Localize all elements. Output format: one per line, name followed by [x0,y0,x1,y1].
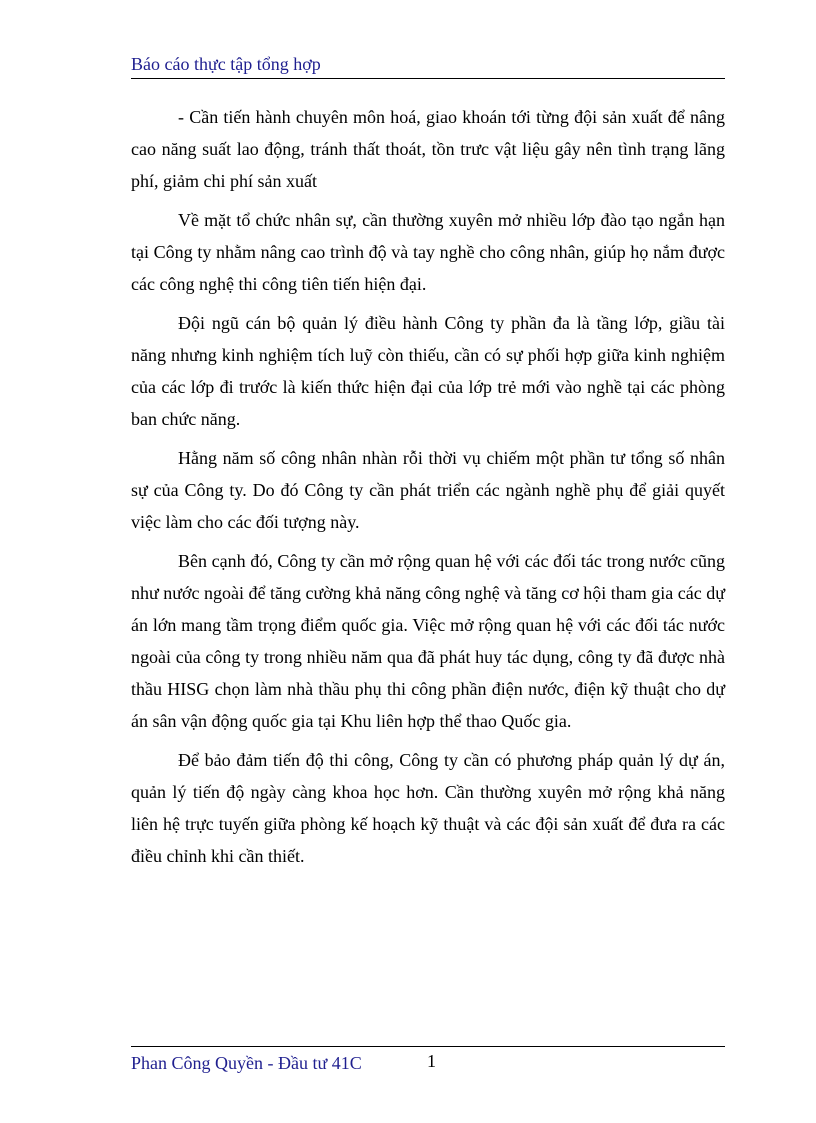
page-footer [131,1046,725,1077]
paragraph-specialization: - Cần tiến hành chuyên môn hoá, giao khoán tới từng đội sản xuất để nâng cao năng suất lao động, tránh thất thoát, tồn trưc vật liệu gây nên tình trạng lãng phí, giảm chi phí sản xuất [131,107,725,191]
paragraph-personnel-training: Về mặt tổ chức nhân sự, cần thường xuyên mở nhiều lớp đào tạo ngắn hạn tại Công ty nhằm nâng cao trình độ và tay nghề cho công nhân, giúp họ nắm được các công nghệ thi công tiên tiến hiện đại. [131,210,725,294]
paragraph-partnerships: Bên cạnh đó, Công ty cần mở rộng quan hệ với các đối tác trong nước cũng như nước ngoài để tăng cường khả năng công nghệ và tăng cơ hội tham gia các dự án lớn mang tầm trọng điểm quốc gia. Việc mở rộng quan hệ với các đối tác nước ngoài của công ty trong nhiều năm qua đã phát huy tác dụng, công ty đã được nhà thầu HISG chọn làm nhà thầu phụ thi công phần điện nước, điện kỹ thuật cho dự án sân vận động quốc gia tại Khu liên hợp thể thao Quốc gia. [131,551,725,731]
paragraph-seasonal-workers: Hằng năm số công nhân nhàn rỗi thời vụ chiếm một phần tư tổng số nhân sự của Công ty. Do đó Công ty cần phát triển các ngành nghề phụ để giải quyết việc làm cho các đối tượng này. [131,448,725,532]
paragraph-project-management: Để bảo đảm tiến độ thi công, Công ty cần có phương pháp quản lý dự án, quản lý tiến độ ngày càng khoa học hơn. Cần thường xuyên mở rộng khả năng liên hệ trực tuyến giữa phòng kế hoạch kỹ thuật và các đội sản xuất để đưa ra các điều chỉnh khi cần thiết. [131,750,725,866]
page-header-title: Báo cáo thực tập tổng hợp [131,54,321,74]
paragraph-management-staff: Đội ngũ cán bộ quản lý điều hành Công ty phần đa là tầng lớp, giầu tài năng nhưng kinh nghiệm tích luỹ còn thiếu, cần có sự phối hợp giữa kinh nghiệm của các lớp đi trước là kiến thức hiện đại của lớp trẻ mới vào nghề tại các phòng ban chức năng. [131,313,725,429]
document-body [131,101,725,879]
page-number: 1 [427,1051,436,1071]
page-header [131,52,725,79]
footer-author: Phan Công Quyền - Đầu tư 41C [131,1053,362,1073]
